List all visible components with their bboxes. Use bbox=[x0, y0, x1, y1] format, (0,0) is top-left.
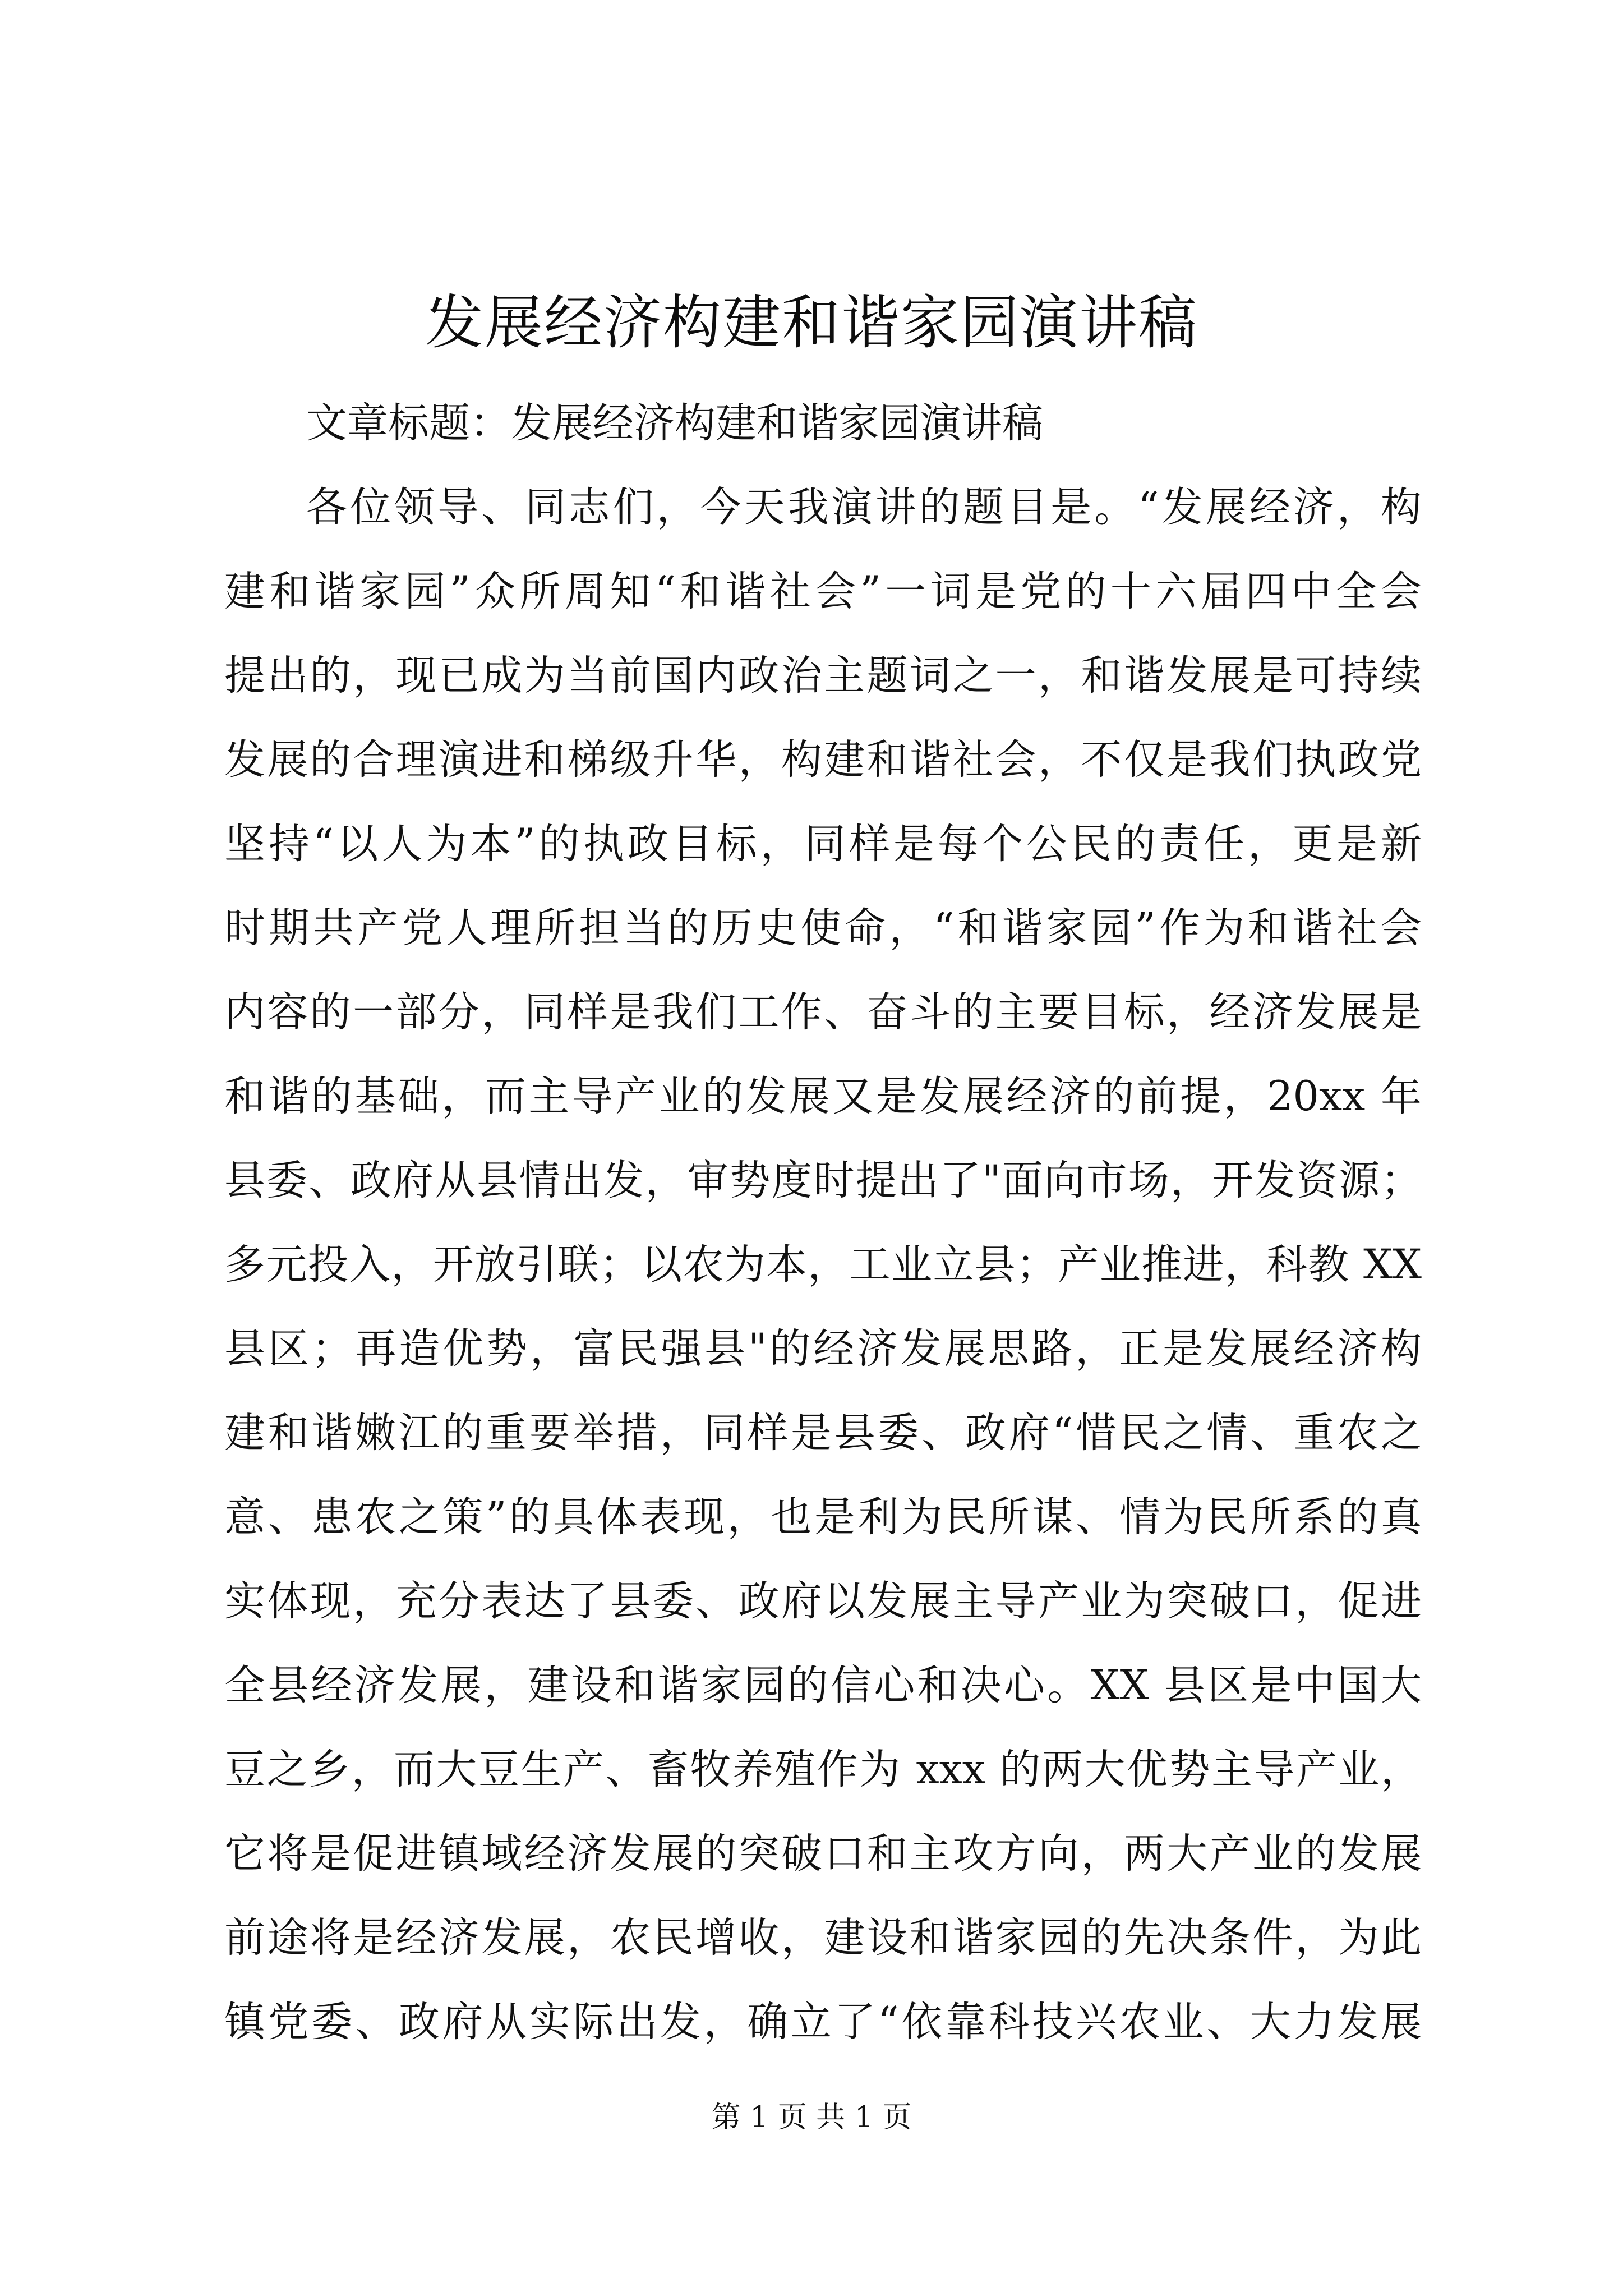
paragraph-line: 时期共产党人理所担当的历史使命，“和谐家园”作为和谐社会 bbox=[224, 904, 1422, 952]
paragraph-line: 建和谐嫩江的重要举措，同样是县委、政府“惜民之情、重农之 bbox=[224, 1409, 1422, 1457]
paragraph-line: 内容的一部分，同样是我们工作、奋斗的主要目标，经济发展是 bbox=[224, 988, 1422, 1036]
page-number-footer: 第 1 页 共 1 页 bbox=[711, 2101, 912, 2134]
paragraph-line: 各位领导、同志们，今天我演讲的题目是。“发展经济，构 bbox=[306, 484, 1422, 531]
paragraph-line: 多元投入，开放引联；以农为本，工业立县；产业推进，科教 XX bbox=[224, 1241, 1422, 1289]
paragraph-line: 全县经济发展，建设和谐家园的信心和决心。XX 县区是中国大 bbox=[224, 1662, 1422, 1709]
paragraph-line: 坚持“以人为本”的执政目标，同样是每个公民的责任，更是新 bbox=[224, 820, 1422, 868]
paragraph-line: 建和谐家园”众所周知“和谐社会”一词是党的十六届四中全会 bbox=[224, 568, 1422, 615]
paragraph-line: 它将是促进镇域经济发展的突破口和主攻方向，两大产业的发展 bbox=[224, 1830, 1422, 1878]
paragraph-line: 镇党委、政府从实际出发，确立了“依靠科技兴农业、大力发展 bbox=[224, 1998, 1422, 2046]
paragraph-line: 意、患农之策”的具体表现，也是利为民所谋、情为民所系的真 bbox=[224, 1493, 1422, 1541]
paragraph-line: 县区；再造优势，富民强县"的经济发展思路，正是发展经济构 bbox=[224, 1325, 1422, 1373]
document-title: 发展经济构建和谐家园演讲稿 bbox=[425, 288, 1198, 357]
paragraph-line: 和谐的基础，而主导产业的发展又是发展经济的前提，20xx 年 bbox=[224, 1073, 1422, 1120]
paragraph-line: 实体现，充分表达了县委、政府以发展主导产业为突破口，促进 bbox=[224, 1577, 1422, 1625]
paragraph-line: 县委、政府从县情出发，审势度时提出了"面向市场，开发资源； bbox=[224, 1157, 1422, 1204]
paragraph-line: 发展的合理演进和梯级升华，构建和谐社会，不仅是我们执政党 bbox=[224, 736, 1422, 784]
paragraph-line: 前途将是经济发展，农民增收，建设和谐家园的先决条件，为此 bbox=[224, 1914, 1422, 1962]
paragraph-line: 豆之乡，而大豆生产、畜牧养殖作为 xxx 的两大优势主导产业， bbox=[224, 1746, 1422, 1793]
article-title-line: 文章标题：发展经济构建和谐家园演讲稿 bbox=[306, 399, 1043, 447]
paragraph-line: 提出的，现已成为当前国内政治主题词之一，和谐发展是可持续 bbox=[224, 652, 1422, 700]
document-body bbox=[224, 381, 1422, 2064]
